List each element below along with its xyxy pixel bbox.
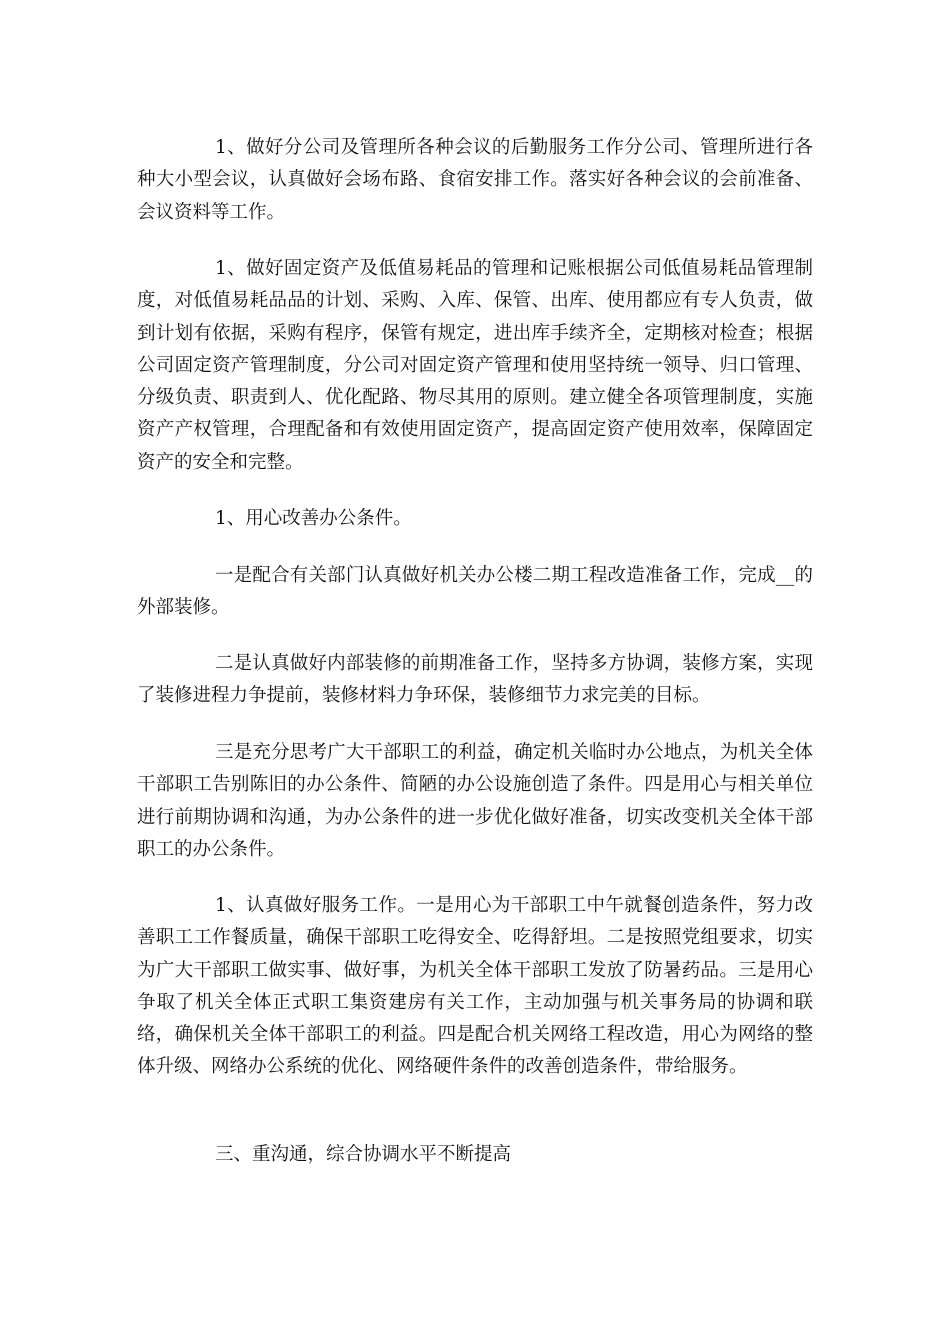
paragraph-interior-renovation: 二是认真做好内部装修的前期准备工作，坚持多方协调，装修方案，实现了装修进程力争提前，装修材料力争环保，装修细节力求完美的目标。 <box>137 653 813 707</box>
section-heading-coordination: 三、重沟通，综合协调水平不断提高 <box>215 1144 512 1165</box>
paragraph-office-conditions-heading: 1、用心改善办公条件。 <box>215 508 412 529</box>
paragraph-service-work: 1、认真做好服务工作。一是用心为干部职工中午就餐创造条件，努力改善职工工作餐质量，确保干部职工吃得安全、吃得舒坦。二是按照党组要求，切实为广大干部职工做实事、做好事，为机关全体干部职工发放了防暑药品。三是用心争取了机关全体正式职工集资建房有关工作，主动加强与机关事务局的协调和联络，确保机关全体干部职工的利益。四是配合机关网络工程改造，用心为网络的整体升级、网络办公系统的优化、网络硬件条件的改善创造条件，带给服务。 <box>137 895 813 1078</box>
paragraph-renovation-prep: 一是配合有关部门认真做好机关办公楼二期工程改造准备工作，完成__的外部装修。 <box>137 565 813 619</box>
paragraph-staff-interests: 三是充分思考广大干部职工的利益，确定机关临时办公地点，为机关全体干部职工告别陈旧的办公条件、简陋的办公设施创造了条件。四是用心与相关单位进行前期协调和沟通，为办公条件的进一步优化做好准备，切实改变机关全体干部职工的办公条件。 <box>137 742 813 860</box>
paragraph-fixed-assets: 1、做好固定资产及低值易耗品的管理和记账根据公司低值易耗品管理制度，对低值易耗品品的计划、采购、入库、保管、出库、使用都应有专人负责，做到计划有依据，采购有程序，保管有规定，进出库手续齐全，定期核对检查；根据公司固定资产管理制度，分公司对固定资产管理和使用坚持统一领导、归口管理、分级负责、职责到人、优化配路、物尽其用的原则。建立健全各项管理制度，实施资产产权管理，合理配备和有效使用固定资产，提高固定资产使用效率，保障固定资产的安全和完整。 <box>137 258 813 473</box>
paragraph-meeting-logistics: 1、做好分公司及管理所各种会议的后勤服务工作分公司、管理所进行各种大小型会议，认真做好会场布路、食宿安排工作。落实好各种会议的会前准备、会议资料等工作。 <box>137 137 813 223</box>
